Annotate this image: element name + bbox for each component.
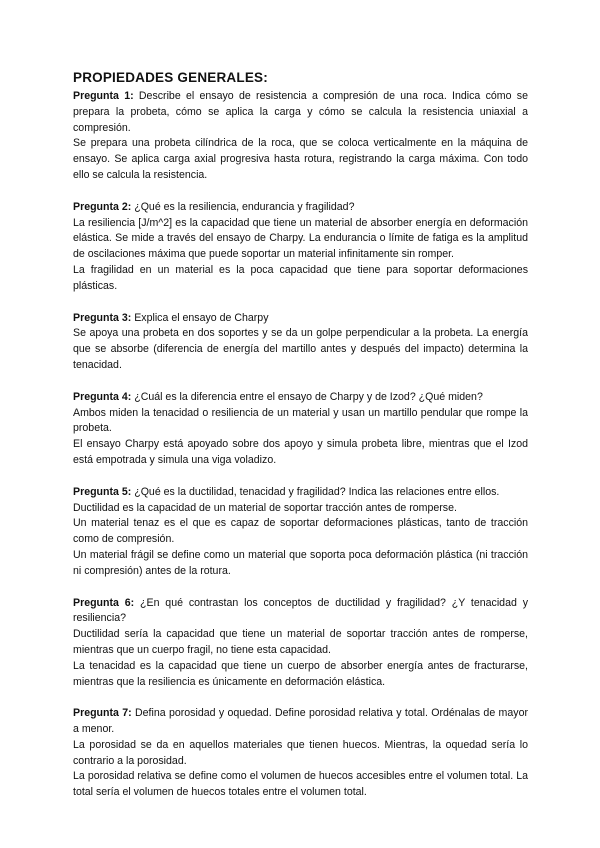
answer-paragraph: Ductilidad es la capacidad de un material de soportar tracción antes de romperse. xyxy=(73,501,457,514)
question-block xyxy=(73,485,528,580)
question-body: Defina porosidad y oquedad. Define porosidad relativa y total. Ordénalas de mayor a menor. xyxy=(73,707,528,736)
question-label: Pregunta 4: xyxy=(73,390,132,403)
question-text xyxy=(73,200,528,216)
question-body: Describe el ensayo de resistencia a compresión de una roca. Indica cómo se prepara la probeta, cómo se aplica la carga y cómo se calcula la resistencia uniaxial a compresión. xyxy=(73,90,528,134)
question-label: Pregunta 2: xyxy=(73,200,132,213)
question-block xyxy=(73,200,528,295)
question-text xyxy=(73,485,528,501)
question-block xyxy=(73,311,528,374)
answer-paragraph: Se apoya una probeta en dos soportes y se da un golpe perpendicular a la probeta. La energía que se absorbe (diferencia de energía del martillo antes y después del impacto) determina la tenacidad. xyxy=(73,327,528,371)
question-block xyxy=(73,89,528,184)
answer-paragraph: Se prepara una probeta cilíndrica de la roca, que se coloca verticalmente en la máquina de ensayo. Se aplica carga axial progresiva hasta rotura, registrando la carga máxima. Con todo ello se calcula la resistencia. xyxy=(73,137,528,181)
answer-paragraph: La resiliencia [J/m^2] es la capacidad que tiene un material de absorber energía en deformación elástica. Se mide a través del ensayo de Charpy. La endurancia o límite de fatiga es la amplitud de oscilaciones máxima que puede soportar un material infinitamente sin romper. xyxy=(73,216,528,261)
question-label: Pregunta 3: xyxy=(73,311,132,324)
answer-paragraph: La fragilidad en un material es la poca capacidad que tiene para soportar deformaciones plásticas. xyxy=(73,263,528,292)
answer-paragraph: La tenacidad es la capacidad que tiene un cuerpo de absorber energía antes de fracturarse, mientras que la resiliencia es únicamente en deformación elástica. xyxy=(73,659,528,688)
question-label: Pregunta 5: xyxy=(73,485,132,498)
question-block xyxy=(73,390,528,469)
answer-paragraph: Ductilidad sería la capacidad que tiene un material de soportar tracción antes de romperse, mientras que un cuerpo fragil, no tiene esta capacidad. xyxy=(73,628,528,656)
question-text xyxy=(73,706,528,738)
question-block xyxy=(73,596,528,691)
question-label: Pregunta 1: xyxy=(73,90,134,102)
question-text xyxy=(73,311,528,327)
answer-paragraph: La porosidad relativa se define como el volumen de huecos accesibles entre el volumen total. La total sería el volumen de huecos totales entre el volumen total. xyxy=(73,770,528,799)
question-text xyxy=(73,596,528,628)
question-text xyxy=(73,89,528,136)
questions-list xyxy=(73,89,528,801)
answer-paragraph: El ensayo Charpy está apoyado sobre dos apoyo y simula probeta libre, mientras que el Izod está empotrada y simula una viga voladizo. xyxy=(73,438,528,466)
question-label: Pregunta 7: xyxy=(73,707,132,720)
answer-paragraph: La porosidad se da en aquellos materiales que tienen huecos. Mientras, la oquedad sería lo contrario a la porosidad. xyxy=(73,738,528,767)
question-body: ¿En qué contrastan los conceptos de ductilidad y fragilidad? ¿Y tenacidad y resiliencia? xyxy=(73,596,528,625)
answer-paragraph: Un material frágil se define como un material que soporta poca deformación plástica (ni tracción ni compresión) antes de la rotura. xyxy=(73,548,528,577)
document-title: PROPIEDADES GENERALES: xyxy=(73,70,268,85)
answer-paragraph: Un material tenaz es el que es capaz de soportar deformaciones plásticas, tanto de tracción como de compresión. xyxy=(73,517,528,546)
question-text xyxy=(73,390,528,406)
question-body: ¿Cuál es la diferencia entre el ensayo de Charpy y de Izod? ¿Qué miden? xyxy=(131,390,483,403)
question-body: ¿Qué es la ductilidad, tenacidad y fragilidad? Indica las relaciones entre ellos. xyxy=(131,485,500,498)
question-label: Pregunta 6: xyxy=(73,596,135,609)
question-body: ¿Qué es la resiliencia, endurancia y fragilidad? xyxy=(131,200,355,213)
answer-paragraph: Ambos miden la tenacidad o resiliencia de un material y usan un martillo pendular que rompe la probeta. xyxy=(73,406,528,435)
document-page xyxy=(73,70,528,817)
question-block xyxy=(73,706,528,801)
question-body: Explica el ensayo de Charpy xyxy=(131,311,269,324)
